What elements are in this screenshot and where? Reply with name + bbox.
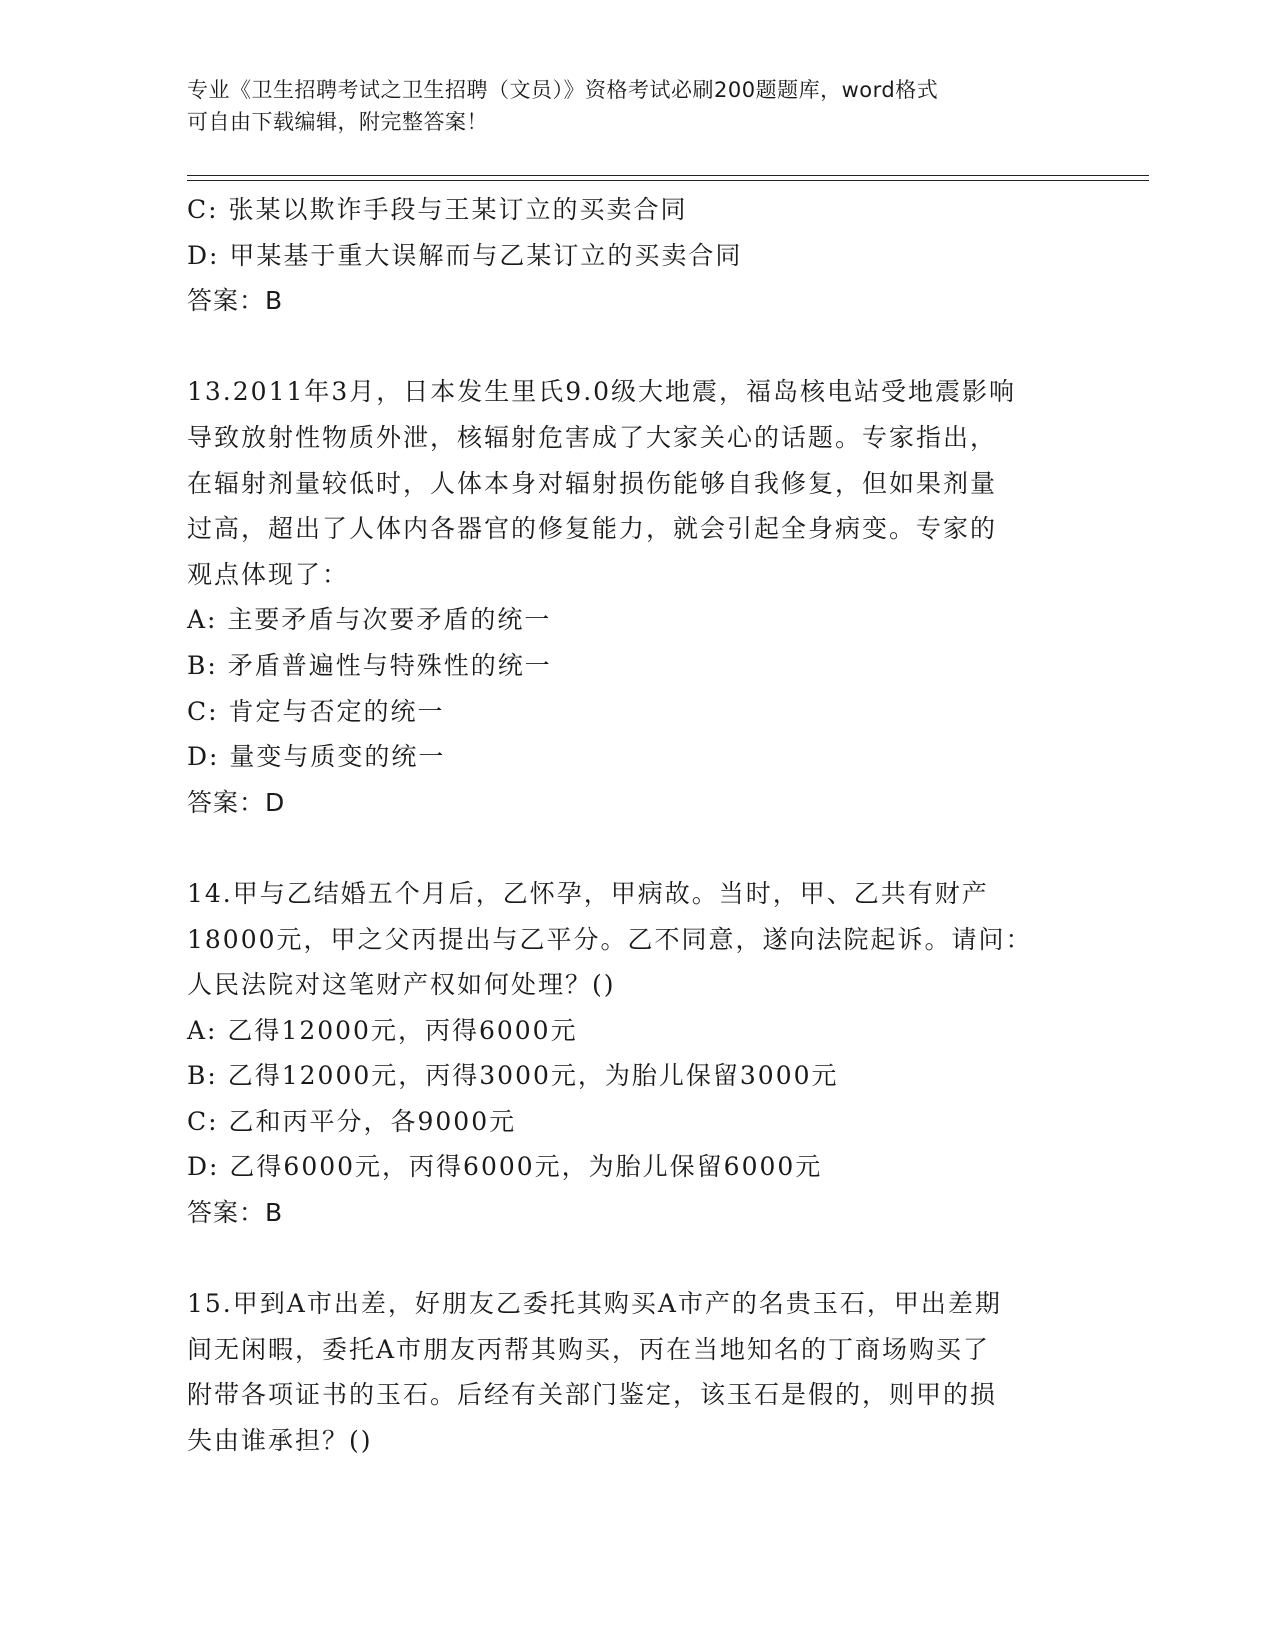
page-header [187, 74, 1087, 138]
spacer [187, 1236, 1087, 1282]
spacer [187, 825, 1087, 871]
option-b: B: 乙得12000元，丙得3000元，为胎儿保留3000元 [187, 1061, 839, 1091]
option-d: D: 甲某基于重大误解而与乙某订立的买卖合同 [187, 240, 743, 270]
spacer [187, 324, 1087, 370]
header-divider [187, 175, 1149, 181]
question-text-line: 人民法院对这笔财产权如何处理？() [187, 970, 616, 1000]
answer: 答案：B [187, 1198, 284, 1228]
header-line-1: 专业《卫生招聘考试之卫生招聘（文员）》资格考试必刷200题题库，word格式 [187, 78, 939, 102]
question-text-line: 间无闲暇，委托A市朋友丙帮其购买，丙在当地知名的丁商场购买了 [187, 1334, 991, 1364]
option-d: D: 量变与质变的统一 [187, 742, 446, 772]
question-text-line: 在辐射剂量较低时，人体本身对辐射损伤能够自我修复，但如果剂量 [187, 468, 998, 498]
question-text-line: 失由谁承担？() [187, 1426, 373, 1456]
option-a: A: 乙得12000元，丙得6000元 [187, 1015, 578, 1045]
question-text-line: 附带各项证书的玉石。后经有关部门鉴定，该玉石是假的，则甲的损 [187, 1380, 998, 1410]
option-c: C: 肯定与否定的统一 [187, 696, 445, 726]
question-14 [187, 871, 1087, 1236]
answer: 答案：D [187, 787, 286, 817]
question-text-line: 18000元，甲之父丙提出与乙平分。乙不同意，遂向法院起诉。请问： [187, 924, 1033, 954]
option-d: D: 乙得6000元，丙得6000元，为胎儿保留6000元 [187, 1152, 823, 1182]
question-15 [187, 1281, 1087, 1463]
answer: 答案：B [187, 286, 284, 316]
question-content [187, 187, 1087, 1464]
option-b: B: 矛盾普遍性与特殊性的统一 [187, 650, 552, 680]
option-c: C: 张某以欺诈手段与王某订立的买卖合同 [187, 195, 688, 224]
option-a: A: 主要矛盾与次要矛盾的统一 [187, 605, 552, 635]
question-text-line: 过高，超出了人体内各器官的修复能力，就会引起全身病变。专家的 [187, 514, 998, 544]
question-12-tail [187, 187, 1087, 324]
question-text-line: 观点体现了： [187, 559, 350, 589]
question-text-line: 导致放射性物质外泄，核辐射危害成了大家关心的话题。专家指出， [187, 422, 998, 452]
question-text-line: 15.甲到A市出差，好朋友乙委托其购买A市产的名贵玉石，甲出差期 [187, 1289, 1002, 1319]
question-13 [187, 369, 1087, 825]
question-text-line: 14.甲与乙结婚五个月后，乙怀孕，甲病故。当时，甲、乙共有财产 [187, 878, 989, 908]
header-line-2: 可自由下载编辑，附完整答案！ [187, 110, 488, 134]
question-text-line: 13.2011年3月，日本发生里氏9.0级大地震，福岛核电站受地震影响 [187, 377, 1017, 407]
option-c: C: 乙和丙平分，各9000元 [187, 1106, 517, 1136]
